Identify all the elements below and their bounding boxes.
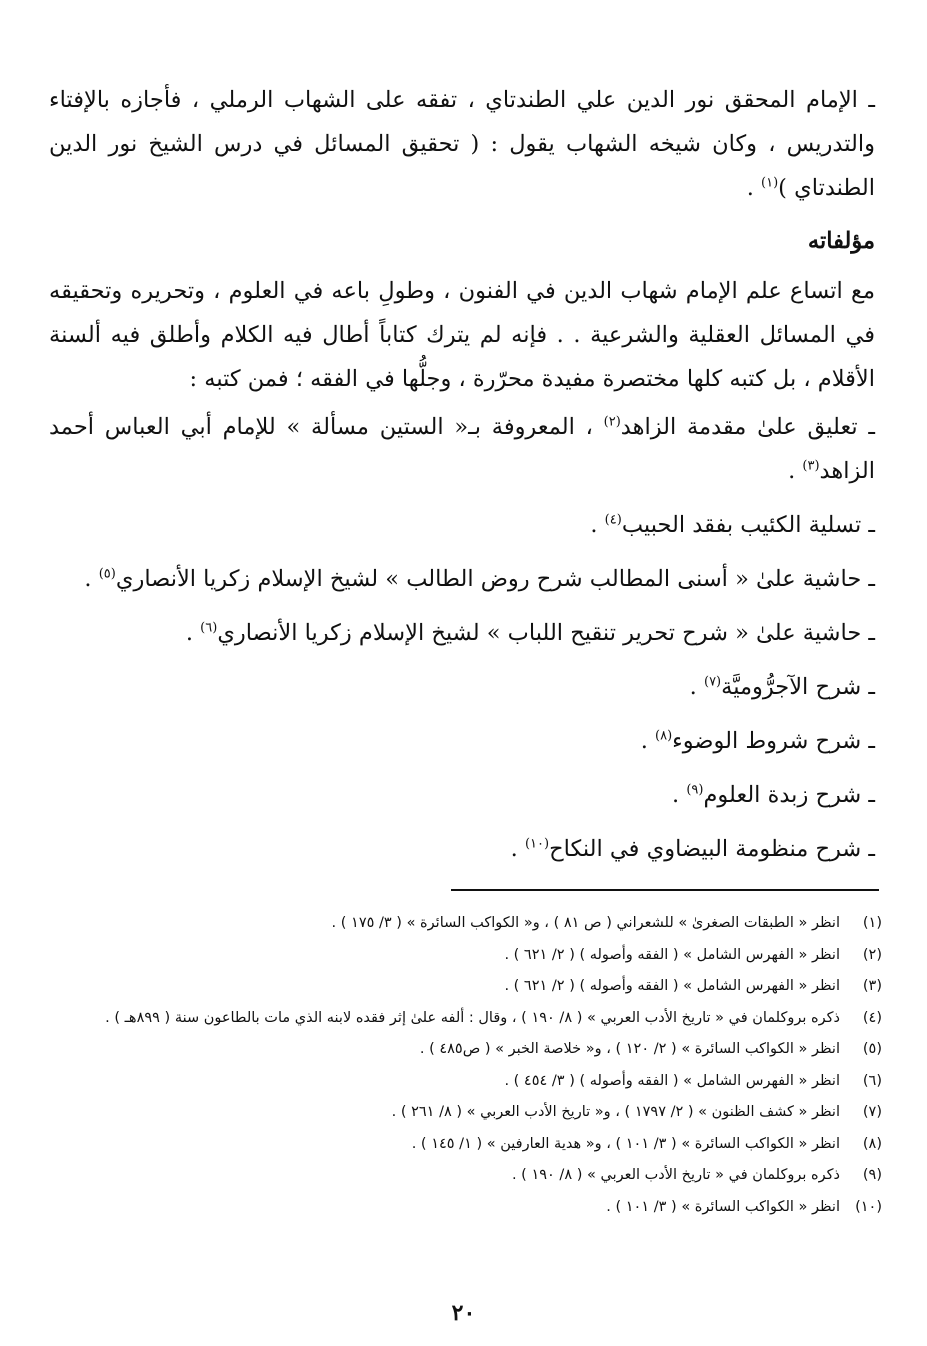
footnote-ref: (١) bbox=[761, 175, 779, 191]
footnote bbox=[47, 971, 882, 1003]
footnote-text: انظر « الفهرس الشامل » ( الفقه وأصوله ) ( ٢/ ٦٢١ ) . bbox=[504, 978, 840, 994]
works-paragraph: مع اتساع علم الإمام شهاب الدين في الفنون ، وطولِ باعه في العلوم ، وتحريره وتحقيقه في المسائل العقلية والشرعية . . فإنه لم يترك كتاباً أطال فيه الكلام وأطلق فيه ألسنة الأقلام ، بل كتبه كلها مختصرة مفيدة محرّرة ، وجلُّها في الفقه ؛ فمن كتبه : bbox=[49, 278, 875, 392]
footnote bbox=[47, 1160, 882, 1192]
footnote-text: انظر « الطبقات الصغرىٰ » للشعراني ( ص ٨١ ) ، و« الكواكب السائرة » ( ٣/ ١٧٥ ) . bbox=[331, 915, 840, 931]
footnote-ref: (٦) bbox=[200, 620, 218, 636]
footnote-number: (٨) bbox=[862, 1135, 882, 1152]
work-item: ـ شرح منظومة البيضاوي في النكاح$^{(١٠)}$ . bbox=[510, 836, 875, 862]
footnote-ref: (٩) bbox=[686, 782, 704, 798]
work-item: ـ حاشية علىٰ « شرح تحرير تنقيح اللباب » لشيخ الإسلام زكريا الأنصاري$^{(٦)}$ . bbox=[185, 620, 875, 646]
page-number: ٢٠ bbox=[451, 1300, 476, 1326]
work-item: ـ شرح شروط الوضوء$^{(٨)}$ . bbox=[640, 728, 875, 754]
footnote-text: انظر « الكواكب السائرة » ( ٣/ ١٠١ ) . bbox=[606, 1198, 840, 1215]
footnote-text: انظر « الفهرس الشامل » ( الفقه وأصوله ) ( ٣/ ٤٥٤ ) . bbox=[504, 1072, 840, 1089]
footnote bbox=[47, 1129, 882, 1161]
work-item: ـ تسلية الكئيب بفقد الحبيب$^{(٤)}$ . bbox=[590, 512, 875, 538]
footnote-ref: (٨) bbox=[655, 728, 673, 744]
footnote-number: (٣) bbox=[862, 978, 882, 994]
footnote-text: انظر « الفهرس الشامل » ( الفقه وأصوله ) ( ٢/ ٦٢١ ) . bbox=[504, 946, 840, 963]
footnote-number: (١) bbox=[862, 915, 882, 931]
section-heading: مؤلفاته bbox=[807, 228, 875, 254]
footnote-number: (٦) bbox=[862, 1072, 882, 1089]
footnote-number: (٥) bbox=[862, 1041, 882, 1057]
footnote-text: انظر « الكواكب السائرة » ( ٢/ ١٢٠ ) ، و« خلاصة الخبر » ( ص٤٨٥ ) . bbox=[419, 1041, 840, 1057]
footnote bbox=[47, 1192, 882, 1224]
footnote bbox=[47, 940, 882, 972]
footnote-text: ذكره بروكلمان في « تاريخ الأدب العربي » ( ٨/ ١٩٠ ) ، وقال : ألفه علىٰ إثر فقده لابنه الذي مات بالطاعون سنة ( ٨٩٩هـ ) . bbox=[105, 1009, 840, 1026]
main-text bbox=[49, 78, 875, 871]
footnote bbox=[47, 1097, 882, 1129]
footnote-ref: (٤) bbox=[604, 512, 622, 528]
footnote-ref: (٢) bbox=[603, 414, 621, 430]
footnote-number: (٧) bbox=[862, 1104, 882, 1120]
footnote bbox=[47, 908, 882, 940]
footnote-text: انظر « كشف الظنون » ( ٢/ ١٧٩٧ ) ، و« تاريخ الأدب العربي » ( ٨/ ٢٦١ ) . bbox=[391, 1104, 840, 1120]
footnotes bbox=[47, 908, 882, 1223]
work-item: ـ شرح الآجرُّوميَّة$^{(٧)}$ . bbox=[689, 674, 875, 700]
intro-paragraph: ـ الإمام المحقق نور الدين علي الطندتاي ، تفقه على الشهاب الرملي ، فأجازه بالإفتاء والتدريس ، وكان شيخه الشهاب يقول : ( تحقيق المسائل في درس الشيخ نور الدين الطندتاي )$^{(١)}$ . bbox=[49, 87, 875, 201]
work-item: ـ تعليق علىٰ مقدمة الزاهد$^{(٢)}$ ، المعروفة بـ« الستين مسألة » للإمام أبي العباس أحمد الزاهد$^{(٣)}$ . bbox=[49, 414, 875, 484]
work-item: ـ حاشية علىٰ « أسنى المطالب شرح روض الطالب » لشيخ الإسلام زكريا الأنصاري$^{(٥)}$ . bbox=[84, 566, 875, 592]
footnote-ref: (١٠) bbox=[524, 836, 550, 852]
footnote-number: (١٠) bbox=[855, 1198, 882, 1215]
footnote-number: (٤) bbox=[862, 1009, 882, 1026]
footnote-ref: (٣) bbox=[802, 458, 820, 474]
footnote bbox=[47, 1034, 882, 1066]
footnote bbox=[47, 1003, 882, 1035]
work-item: ـ شرح زبدة العلوم$^{(٩)}$ . bbox=[672, 782, 875, 808]
footnote-divider bbox=[451, 889, 879, 891]
footnote-ref: (٥) bbox=[98, 566, 116, 582]
footnote-text: انظر « الكواكب السائرة » ( ٣/ ١٠١ ) ، و« هدية العارفين » ( ١/ ١٤٥ ) . bbox=[411, 1135, 840, 1152]
footnote bbox=[47, 1066, 882, 1098]
footnote-number: (٢) bbox=[862, 946, 882, 963]
footnote-text: ذكره بروكلمان في « تاريخ الأدب العربي » ( ٨/ ١٩٠ ) . bbox=[511, 1167, 840, 1183]
footnote-ref: (٧) bbox=[703, 674, 722, 690]
footnote-number: (٩) bbox=[862, 1167, 882, 1183]
